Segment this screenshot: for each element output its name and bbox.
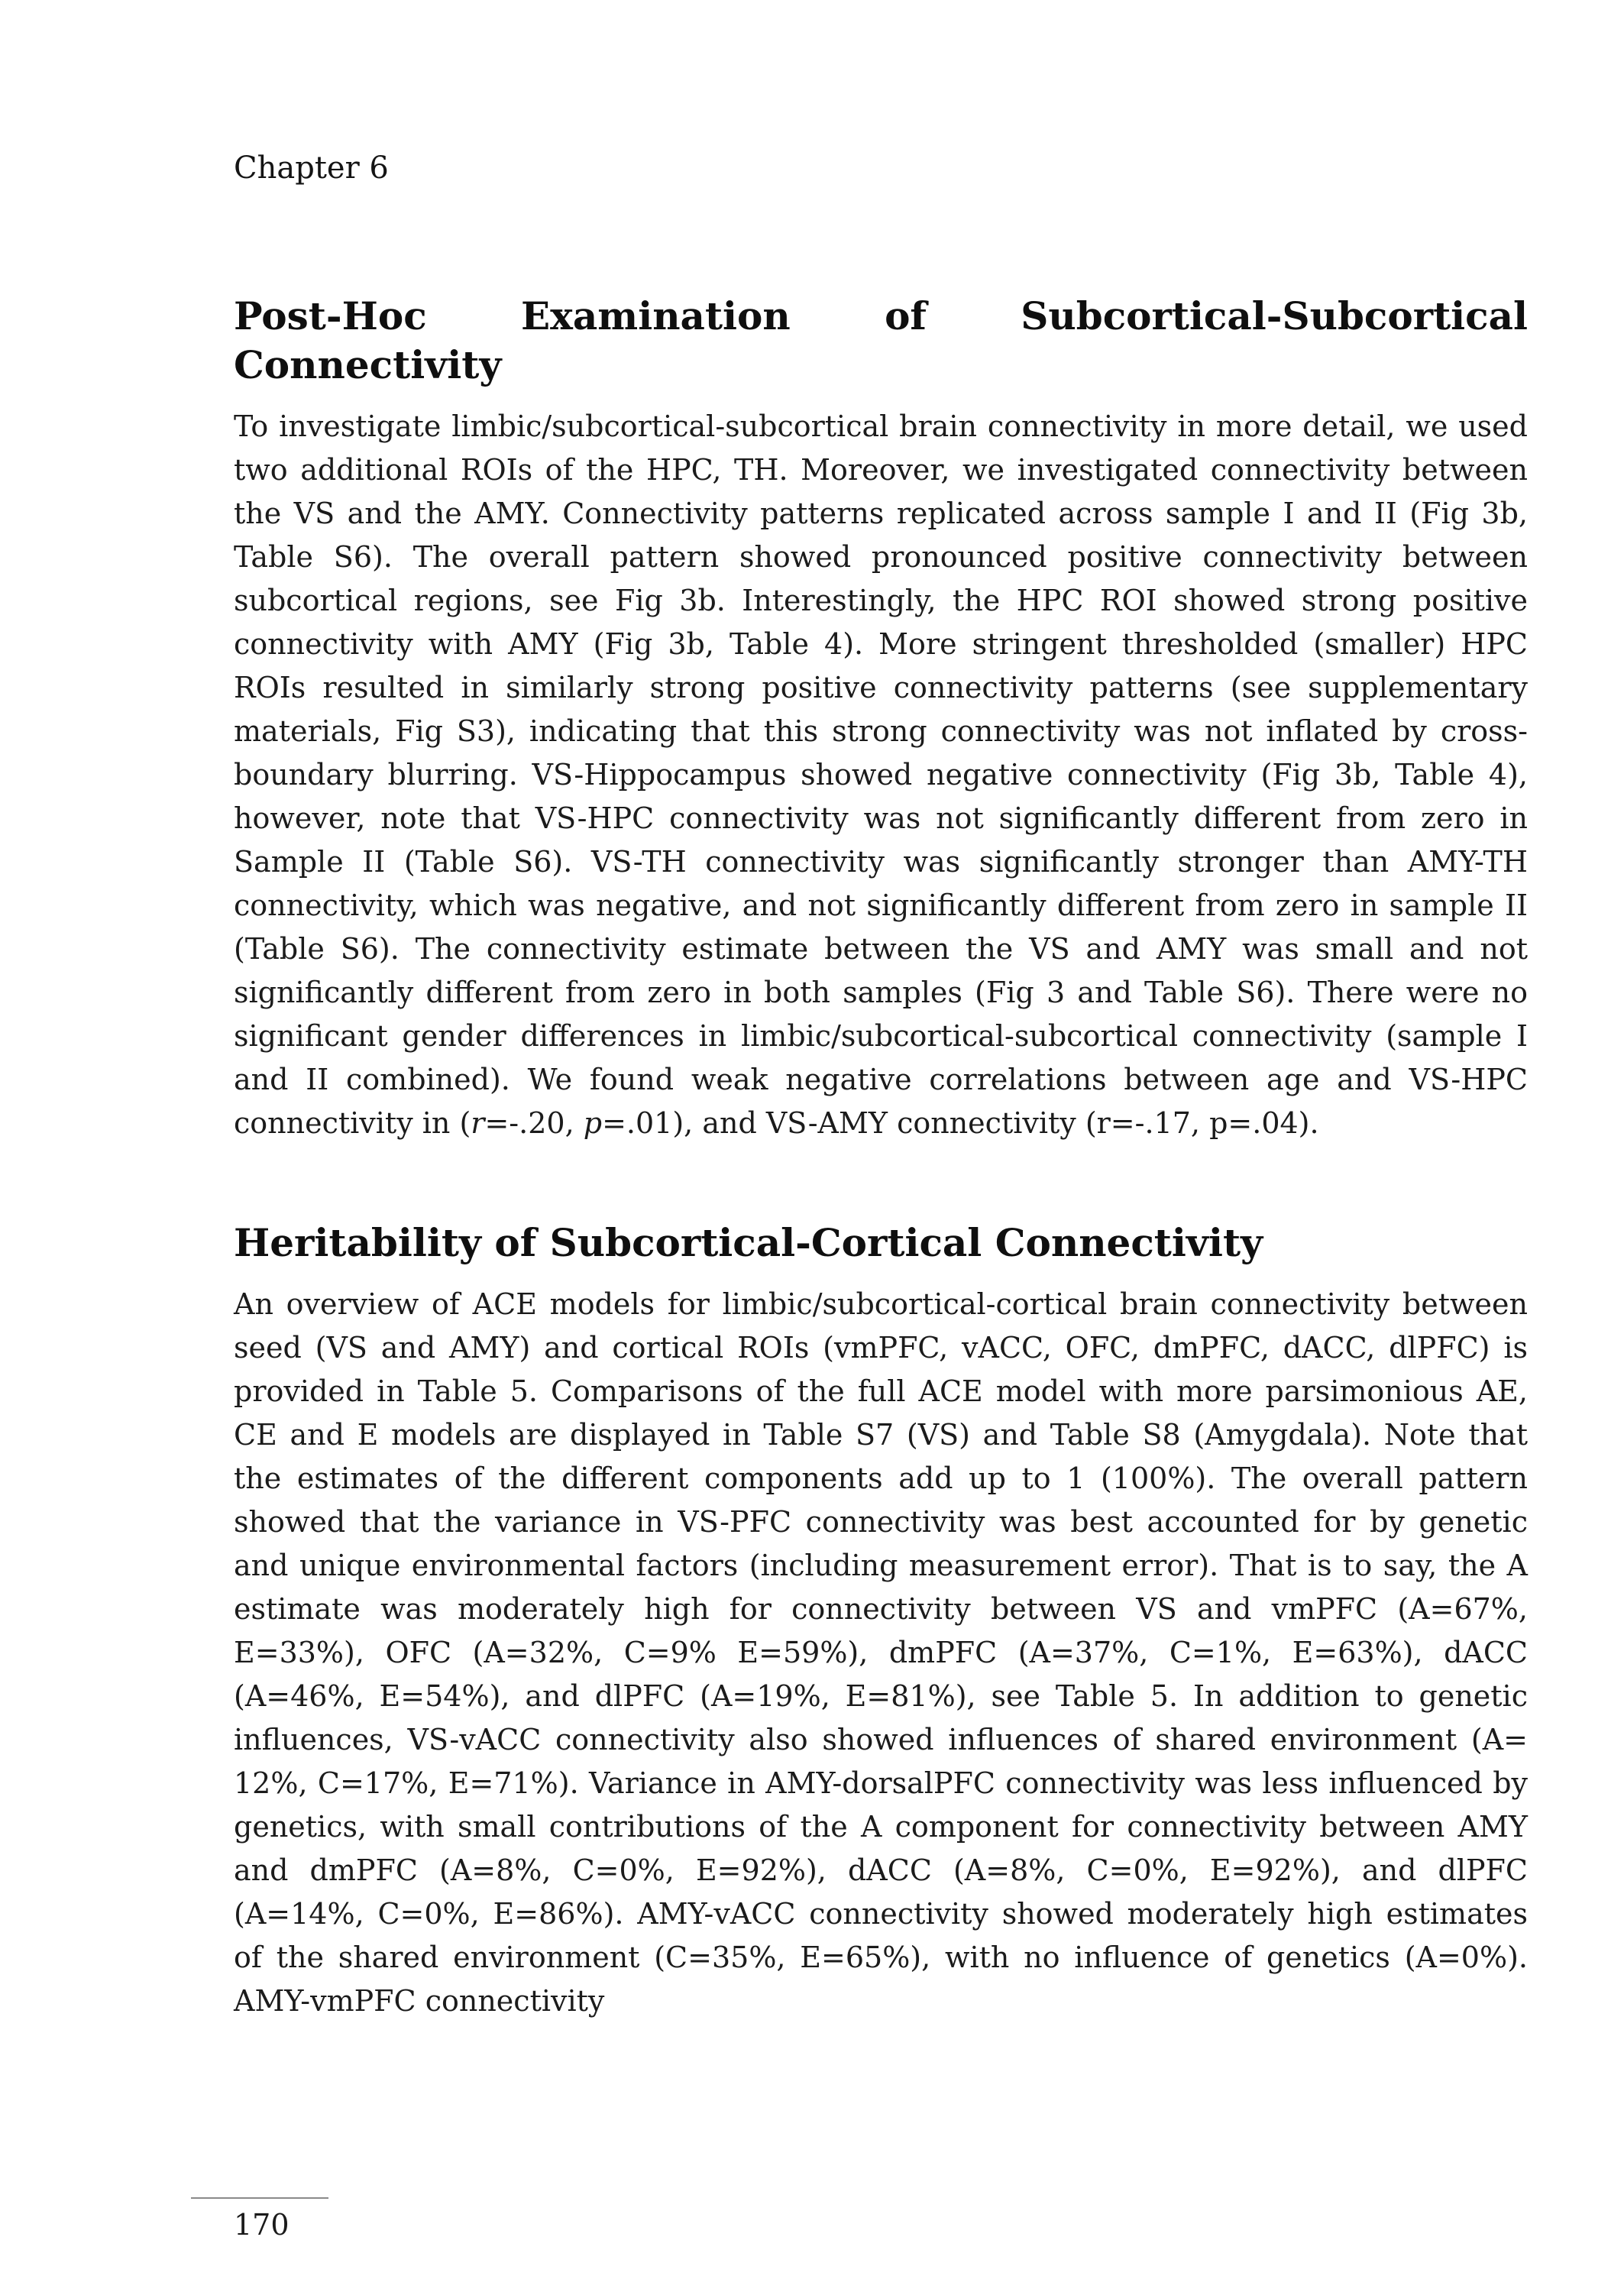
section-posthoc xyxy=(234,292,1528,1145)
page-footer xyxy=(191,2197,328,2242)
heritability-section-heading: Heritability of Subcortical-Cortical Connectivity xyxy=(234,1220,1263,1265)
posthoc-paragraph-text: =.01), and VS-AMY connectivity (r=-.17, p=.04). xyxy=(602,1106,1319,1140)
heritability-paragraph: An overview of ACE models for limbic/subcortical-cortical brain connectivity between seed (VS and AMY) and cortical ROIs (vmPFC, vACC, OFC, dmPFC, dACC, dlPFC) is provided in Table 5. Comparisons of the full ACE model with more parsimonious AE, CE and E models are displayed in Table S7 (VS) and Table S8 (Amygdala). Note that the estimates of the different components add up to 1 (100%). The overall pattern showed that the variance in VS-PFC connectivity was best accounted for by genetic and unique environmental factors (including measurement error). That is to say, the A estimate was moderately high for connectivity between VS and vmPFC (A=67%, E=33%), OFC (A=32%, C=9% E=59%), dmPFC (A=37%, C=1%, E=63%), dACC (A=46%, E=54%), and dlPFC (A=19%, E=81%), see Table 5. In addition to genetic influences, VS-vACC connectivity also showed influences of shared environment (A= 12%, C=17%, E=71%). Variance in AMY-dorsalPFC connectivity was less influenced by genetics, with small contributions of the A component for connectivity between AMY and dmPFC (A=8%, C=0%, E=92%), dACC (A=8%, C=0%, E=92%), and dlPFC (A=14%, C=0%, E=86%). AMY-vACC connectivity showed moderately high estimates of the shared environment (C=35%, E=65%), with no influence of genetics (A=0%). AMY-vmPFC connectivity xyxy=(234,1287,1528,2018)
posthoc-paragraph-text: To investigate limbic/subcortical-subcortical brain connectivity in more detail, we used two additional ROIs of the HPC, TH. Moreover, we investigated connectivity between the VS and the AMY. Connectivity patterns replicated across sample I and II (Fig 3b, Table S6). The overall pattern showed pronounced positive connectivity between subcortical regions, see Fig 3b. Interestingly, the HPC ROI showed strong positive connectivity with AMY (Fig 3b, Table 4). More stringent thresholded (smaller) HPC ROIs resulted in similarly strong positive connectivity patterns (see supplementary materials, Fig S3), indicating that this strong connectivity was not inflated by cross-boundary blurring. VS-Hippocampus showed negative connectivity (Fig 3b, Table 4), however, note that VS-HPC connectivity was not significantly different from zero in Sample II (Table S6). VS-TH connectivity was significantly stronger than AMY-TH connectivity, which was negative, and not significantly different from zero in sample II (Table S6). The connectivity estimate between the VS and AMY was small and not significantly different from zero in both samples (Fig 3 and Table S6). There were no significant gender differences in limbic/subcortical-subcortical connectivity (sample I and II combined). We found weak negative correlations between age and VS-HPC connectivity in ( xyxy=(234,410,1528,1140)
posthoc-paragraph xyxy=(234,405,1528,1145)
posthoc-heading-line-2: Connectivity xyxy=(234,342,502,387)
posthoc-heading-line-1: Post-Hoc Examination of Subcortical-Subcortical xyxy=(234,293,1528,338)
section-heritability xyxy=(234,1219,1528,2023)
posthoc-section-heading xyxy=(234,292,1528,390)
footer-rule xyxy=(191,2197,328,2199)
page-number: 170 xyxy=(234,2208,290,2242)
chapter-header: Chapter 6 xyxy=(234,151,389,186)
posthoc-paragraph-text: =-.20, xyxy=(484,1106,584,1140)
stat-p-italic: p xyxy=(583,1106,603,1140)
stat-r-italic: r xyxy=(471,1106,485,1140)
